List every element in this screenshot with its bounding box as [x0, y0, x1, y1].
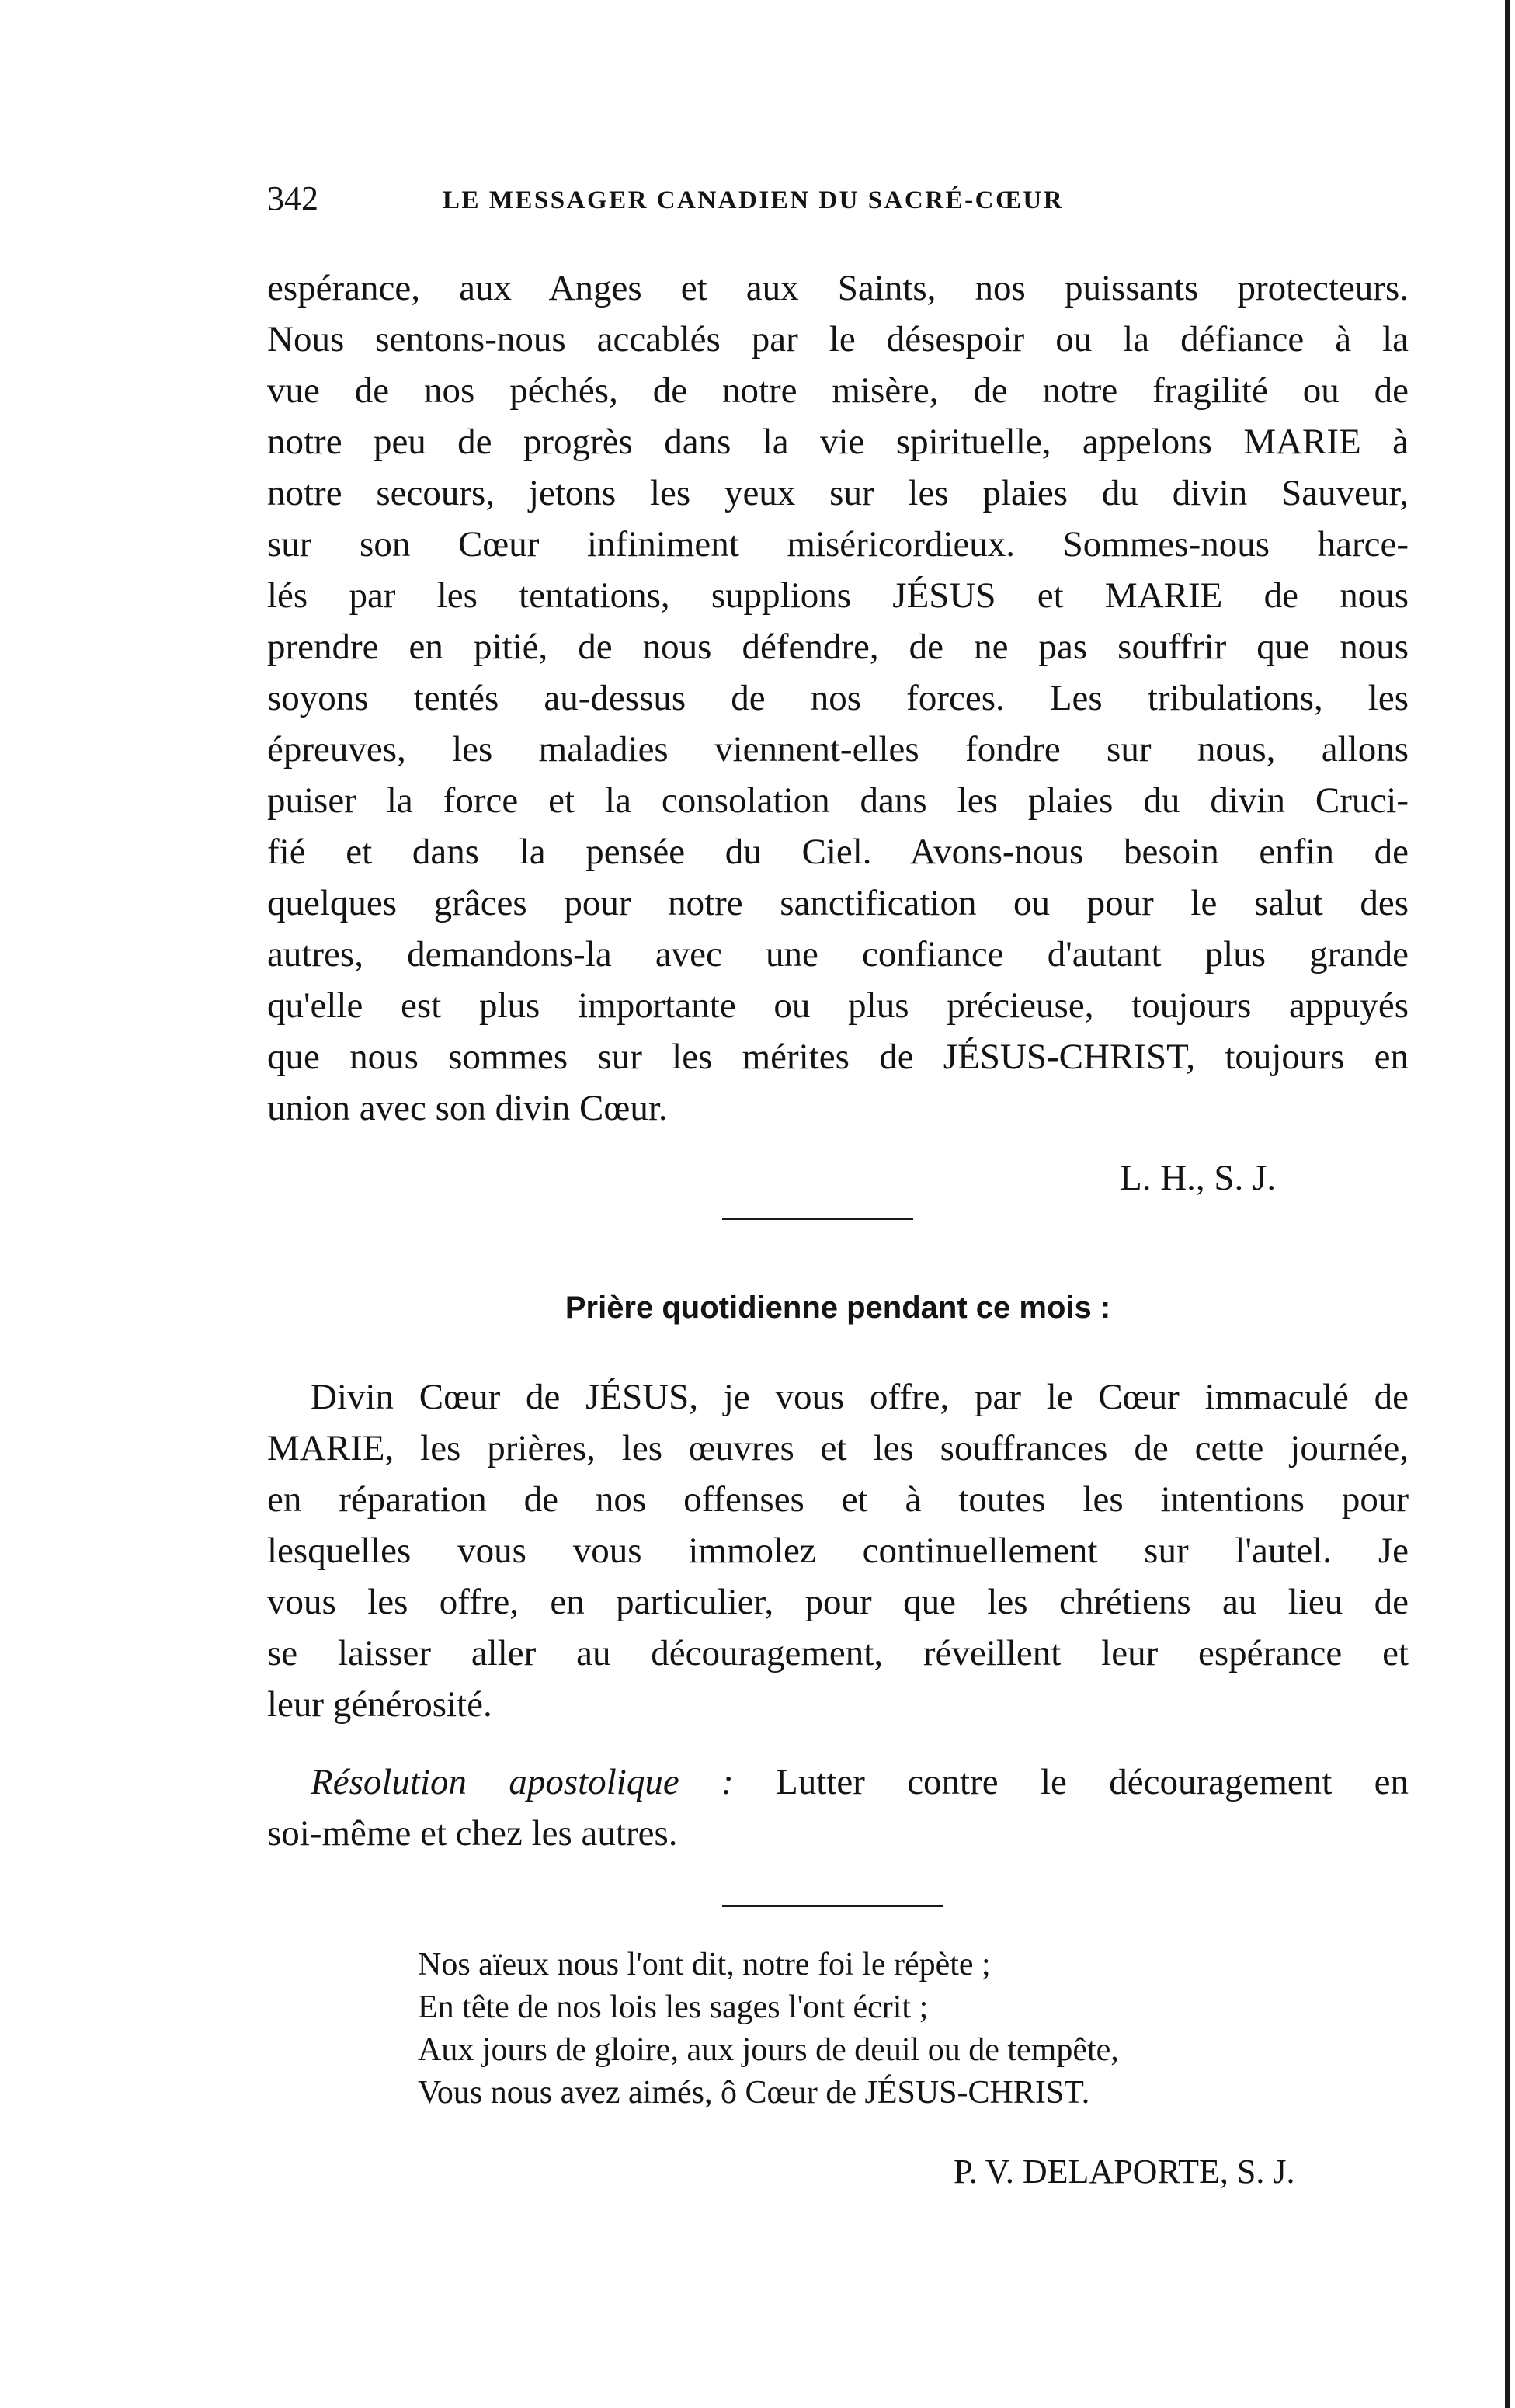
prayer-heading: Prière quotidienne pendant ce mois :: [565, 1291, 1111, 1325]
article-line: quelques grâces pour notre sanctification ou pour le salut des: [267, 883, 1409, 923]
intention-line: MARIE, les prières, les œuvres et les souffrances de cette journée,: [267, 1428, 1409, 1468]
article-line: notre peu de progrès dans la vie spirituelle, appelons MARIE à: [267, 422, 1409, 462]
resolution-line: [267, 1756, 1409, 1808]
intention-line: se laisser aller au découragement, réveillent leur espérance et: [267, 1633, 1409, 1673]
article-line: Nous sentons-nous accablés par le désespoir ou la défiance à la: [267, 319, 1409, 360]
poem-author: P. V. DELAPORTE, S. J.: [954, 2153, 1295, 2191]
resolution-line: soi-même et chez les autres.: [267, 1813, 678, 1854]
poem-line: Vous nous avez aimés, ô Cœur de JÉSUS-CHRIST.: [418, 2075, 1090, 2111]
article-line: sur son Cœur infiniment miséricordieux. Sommes-nous harce-: [267, 524, 1409, 565]
article-line: espérance, aux Anges et aux Saints, nos puissants protecteurs.: [267, 268, 1409, 308]
resolution-text: Lutter contre le découragement en: [733, 1762, 1409, 1802]
intention-line: lesquelles vous vous immolez continuellement sur l'autel. Je: [267, 1531, 1409, 1571]
article-line: autres, demandons-la avec une confiance d'autant plus grande: [267, 934, 1409, 975]
article-line: puiser la force et la consolation dans les plaies du divin Cruci-: [267, 780, 1409, 821]
section-divider: [722, 1905, 943, 1907]
intention-line: vous les offre, en particulier, pour que les chrétiens au lieu de: [267, 1582, 1409, 1622]
page-number: 342: [267, 179, 318, 217]
intention-line: leur générosité.: [267, 1684, 492, 1725]
poem-line: Nos aïeux nous l'ont dit, notre foi le répète ;: [418, 1947, 991, 1982]
intention-line: Divin Cœur de JÉSUS, je vous offre, par le Cœur immaculé de: [311, 1377, 1409, 1417]
resolution-label: Résolution apostolique :: [311, 1762, 734, 1802]
article-line: prendre en pitié, de nous défendre, de ne pas souffrir que nous: [267, 627, 1409, 667]
poem-line: En tête de nos lois les sages l'ont écrit ;: [418, 1989, 929, 2025]
poem-line: Aux jours de gloire, aux jours de deuil ou de tempête,: [418, 2032, 1119, 2068]
article-signature: L. H., S. J.: [1120, 1158, 1277, 1198]
article-line: que nous sommes sur les mérites de JÉSUS-CHRIST, toujours en: [267, 1037, 1409, 1077]
article-line: vue de nos péchés, de notre misère, de notre fragilité ou de: [267, 370, 1409, 411]
article-body: [267, 262, 1409, 1134]
intention-line: en réparation de nos offenses et à toutes les intentions pour: [267, 1479, 1409, 1520]
article-line: soyons tentés au-dessus de nos forces. Les tribulations, les: [267, 678, 1409, 718]
article-line: lés par les tentations, supplions JÉSUS et MARIE de nous: [267, 575, 1409, 616]
running-header: [267, 175, 1409, 222]
article-line: notre secours, jetons les yeux sur les plaies du divin Sauveur,: [267, 473, 1409, 513]
article-line: épreuves, les maladies viennent-elles fondre sur nous, allons: [267, 729, 1409, 770]
article-line: qu'elle est plus importante ou plus précieuse, toujours appuyés: [267, 985, 1409, 1026]
poem-stanza: [418, 1944, 1381, 2114]
page-edge-line: [1505, 0, 1510, 2408]
journal-title: LE MESSAGER CANADIEN DU SACRÉ-CŒUR: [443, 186, 1065, 214]
article-line: union avec son divin Cœur.: [267, 1088, 668, 1128]
section-divider: [722, 1218, 913, 1220]
apostolic-resolution: [267, 1756, 1409, 1859]
article-line: fié et dans la pensée du Ciel. Avons-nous besoin enfin de: [267, 832, 1409, 872]
prayer-intention: [267, 1371, 1409, 1730]
